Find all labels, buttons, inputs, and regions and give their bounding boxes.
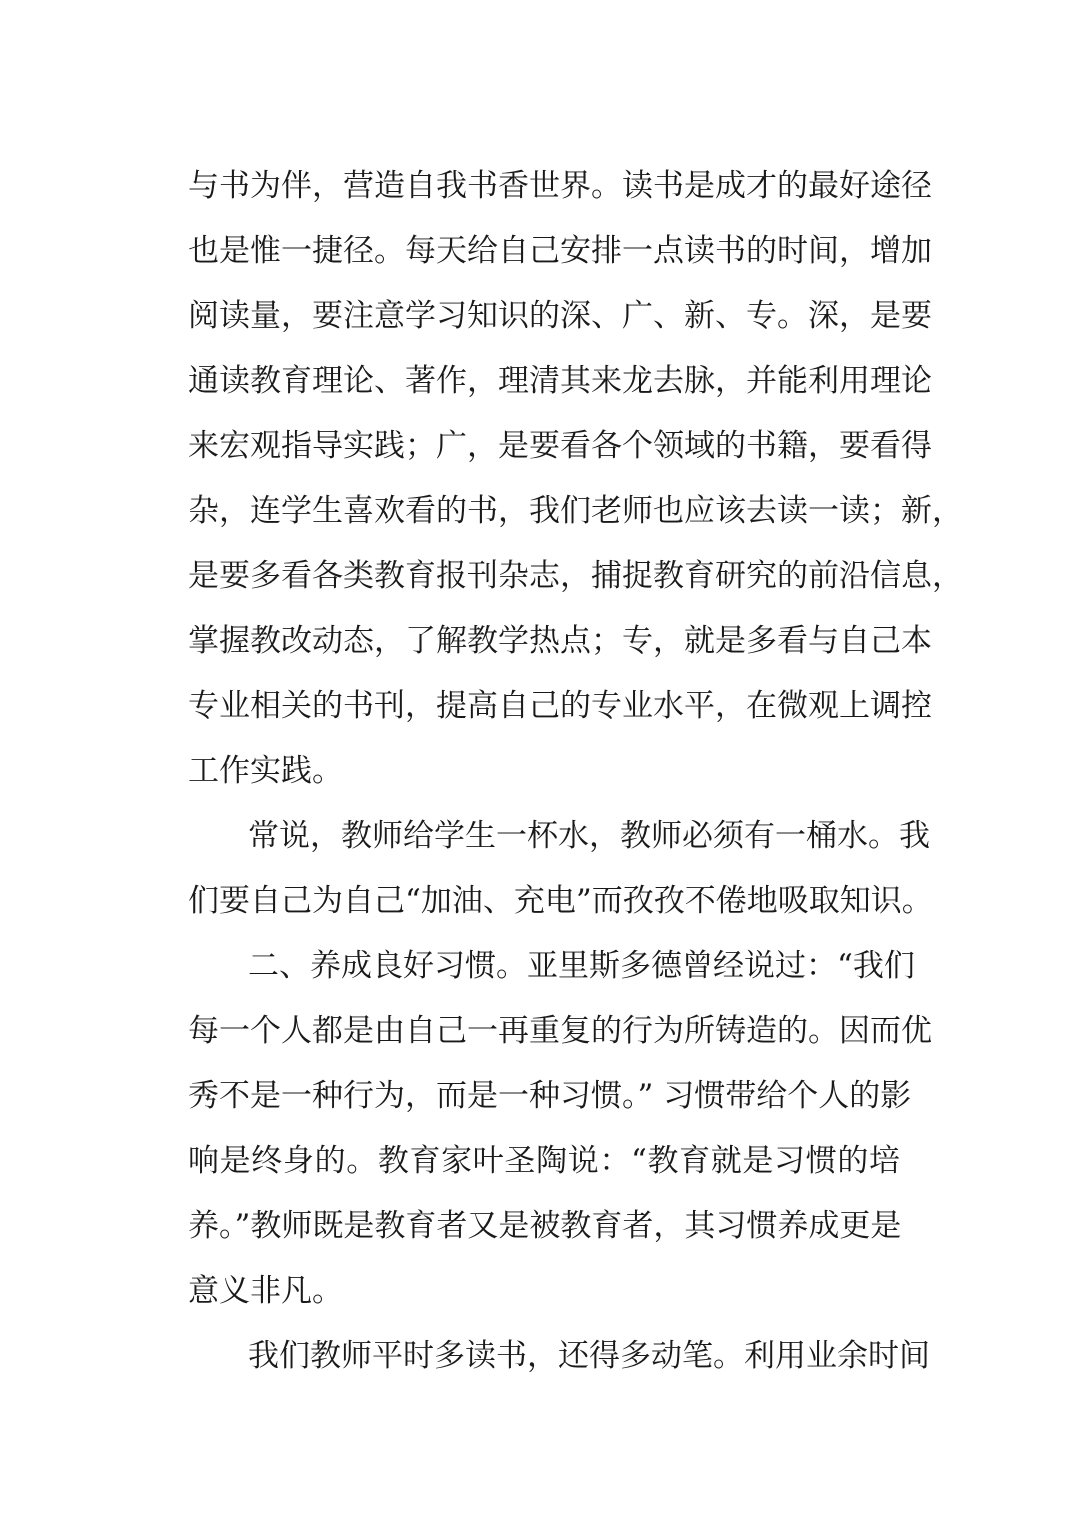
text-line: 专业相关的书刊，提高自己的专业水平，在微观上调控	[188, 688, 932, 724]
text-line: 二、养成良好习惯。亚里斯多德曾经说过：“我们	[248, 948, 915, 984]
text-line: 通读教育理论、著作，理清其来龙去脉，并能利用理论	[188, 363, 932, 399]
text-line: 掌握教改动态，了解教学热点；专，就是多看与自己本	[188, 623, 932, 659]
text-line: 养。”教师既是教育者又是被教育者，其习惯养成更是	[188, 1208, 902, 1244]
text-line: 们要自己为自己“加油、充电”而孜孜不倦地吸取知识。	[188, 883, 933, 919]
text-line: 意义非凡。	[188, 1273, 343, 1309]
text-line: 阅读量，要注意学习知识的深、广、新、专。深，是要	[188, 298, 932, 334]
text-line: 我们教师平时多读书，还得多动笔。利用业余时间	[248, 1338, 930, 1374]
body-text	[188, 154, 963, 1389]
text-line: 杂，连学生喜欢看的书，我们老师也应该去读一读；新，	[188, 493, 963, 529]
text-line: 与书为伴，营造自我书香世界。读书是成才的最好途径	[188, 168, 932, 204]
text-line: 秀不是一种行为，而是一种习惯。” 习惯带给个人的影	[188, 1078, 912, 1114]
text-line: 也是惟一捷径。每天给自己安排一点读书的时间，增加	[188, 233, 932, 269]
text-line: 是要多看各类教育报刊杂志，捕捉教育研究的前沿信息，	[188, 558, 963, 594]
text-line: 来宏观指导实践；广，是要看各个领域的书籍，要看得	[188, 428, 932, 464]
text-line: 每一个人都是由自己一再重复的行为所铸造的。因而优	[188, 1013, 932, 1049]
text-line: 常说，教师给学生一杯水，教师必须有一桶水。我	[248, 818, 930, 854]
text-line: 工作实践。	[188, 753, 343, 789]
text-line: 响是终身的。教育家叶圣陶说：“教育就是习惯的培	[188, 1143, 900, 1179]
